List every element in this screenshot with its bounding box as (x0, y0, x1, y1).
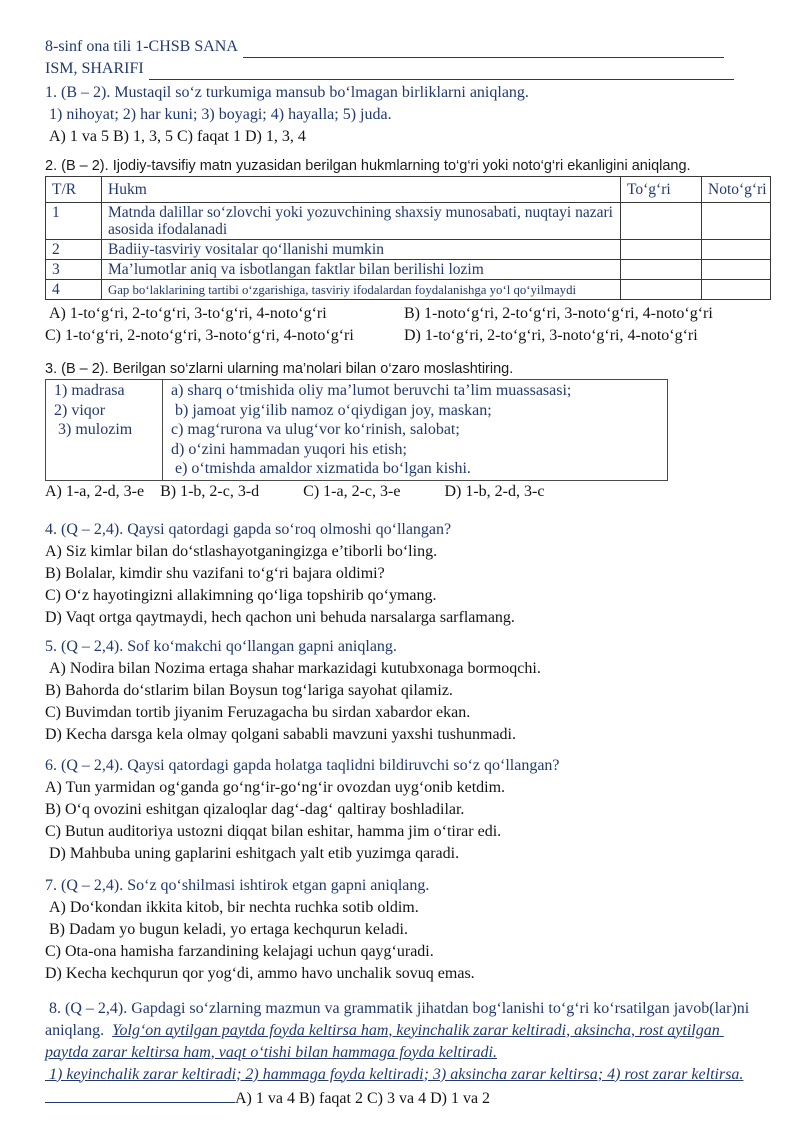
q2-row3-hukm: Ma’lumotlar aniq va isbotlangan faktlar bilan berilishi lozim (102, 260, 621, 280)
question-5 (45, 636, 760, 746)
q3-terms-cell (46, 380, 163, 481)
q4-option-a: A) Siz kimlar bilan do‘stlashayotganingizga e’tiborli bo‘ling. (45, 542, 438, 560)
question-2 (45, 156, 767, 347)
q2-title: 2. (B – 2). Ijodiy-tavsifiy matn yuzasidan berilgan hukmlarning to‘g‘ri yoki noto‘g‘ri ekanligini aniqlang. (45, 158, 691, 174)
q5-option-c: C) Buvimdan tortib jiyanim Feruzagacha bu sirdan xabardor ekan. (45, 703, 471, 721)
q2-table-row-3 (46, 260, 771, 280)
question-6 (45, 755, 760, 865)
q2-row3-togri-cell (621, 260, 702, 280)
q3-option-d: D) 1-b, 2-d, 3-c (444, 482, 545, 500)
header-date-row (45, 36, 760, 58)
question-8 (45, 998, 760, 1110)
q3-option-a: A) 1-a, 2-d, 3-e (45, 482, 145, 500)
q6-option-b: B) O‘q ovozini eshitgan qizaloqlar dag‘-dag‘ qaltiray boshladilar. (45, 800, 465, 818)
q2-row2-num: 2 (46, 240, 102, 260)
q2-option-a: A) 1-to‘g‘ri, 2-to‘g‘ri, 3-to‘g‘ri, 4-noto‘g‘ri (45, 305, 327, 322)
q2-row1-togri-cell (621, 203, 702, 240)
q2-row2-togri-cell (621, 240, 702, 260)
q2-row4-togri-cell (621, 280, 702, 300)
header-name-label: ISM, SHARIFI (45, 60, 144, 77)
q2-options (45, 303, 760, 347)
q7-title: 7. (Q – 2,4). So‘z qo‘shilmasi ishtirok etgan gapni aniqlang. (45, 876, 430, 894)
q1-title: 1. (B – 2). Mustaqil so‘z turkumiga mansub bo‘lmagan birliklarni aniqlang. (45, 84, 529, 101)
q6-title: 6. (Q – 2,4). Qaysi qatordagi gapda holatga taqlidni bildiruvchi so‘z qo‘llangan? (45, 756, 560, 774)
q8-title: 8. (Q – 2,4). Gapdagi so‘zlarning mazmun va grammatik jihatdan bog‘lanishi to‘g‘ri ko‘rsatilgan javob(lar)ni aniqlang. (45, 999, 754, 1039)
q2-option-d: D) 1-to‘g‘ri, 2-to‘g‘ri, 3-noto‘g‘ri, 4-noto‘g‘ri (404, 327, 698, 344)
q2-col-togri: To‘g‘ri (621, 177, 702, 203)
q7-option-d: D) Kecha kechqurun qor yog‘di, ammo havo unchalik sovuq emas. (45, 964, 475, 982)
q2-row1-num: 1 (46, 203, 102, 240)
q2-col-num: T/R (46, 177, 102, 203)
q3-options (45, 481, 760, 503)
q2-row1-hukm: Matnda dalillar so‘zlovchi yoki yozuvchining shaxsiy munosabati, nuqtayi nazari asosida ifodalanadi (102, 203, 621, 240)
q3-definition-c: c) mag‘rurona va ulug‘vor ko‘rinish, salobat; (171, 421, 460, 438)
q4-option-d: D) Vaqt ortga qaytmaydi, hech qachon uni behuda narsalarga sarflamang. (45, 608, 515, 626)
q3-definitions-cell (163, 380, 668, 481)
q7-option-c: C) Ota-ona hamisha farzandining kelajagi uchun qayg‘uradi. (45, 942, 434, 960)
q3-definition-a: a) sharq o‘tmishida oliy ma’lumot beruvchi ta’lim muassasasi; (171, 382, 572, 399)
q3-term-3: 3) mulozim (54, 421, 133, 438)
q2-row4-hukm: Gap bo‘laklarining tartibi o‘zgarishiga, tasviriy ifodalardan foydalanishga yo‘l qo‘yilmaydi (102, 280, 621, 300)
q6-option-c: C) Butun auditoriya ustozni diqqat bilan eshitar, hamma jim o‘tirar edi. (45, 822, 502, 840)
q7-option-a: A) Do‘kondan ikkita kitob, bir nechta ruchka sotib oldim. (45, 898, 419, 916)
header-date-label: 8-sinf ona tili 1-CHSB SANA (45, 38, 238, 55)
q2-col-hukm: Hukm (102, 177, 621, 203)
q5-title: 5. (Q – 2,4). Sof ko‘makchi qo‘llangan gapni aniqlang. (45, 637, 397, 655)
q6-option-a: A) Tun yarmidan og‘ganda go‘ng‘ir-go‘ng‘ir ovozdan uyg‘onib ketdim. (45, 778, 506, 796)
question-4 (45, 519, 760, 629)
q3-definition-e: e) o‘tmishda amaldor xizmatida bo‘lgan kishi. (171, 460, 471, 477)
q4-option-c: C) O‘z hayotingizni allakimning qo‘liga topshirib qo‘ymang. (45, 586, 437, 604)
q2-table-row-4 (46, 280, 771, 300)
q7-option-b: B) Dadam yo bugun keladi, yo ertaga kechqurun keladi. (45, 920, 408, 938)
q5-option-b: B) Bahorda do‘stlarim bilan Boysun tog‘lariga sayohat qilamiz. (45, 681, 453, 699)
question-3 (45, 359, 760, 503)
header-name-row (45, 58, 760, 80)
q5-option-a: A) Nodira bilan Nozima ertaga shahar markazidagi kutubxonaga bormoqchi. (45, 659, 541, 677)
q2-row3-num: 3 (46, 260, 102, 280)
q8-options: A) 1 va 4 B) faqat 2 C) 3 va 4 D) 1 va 2 (235, 1089, 491, 1107)
q2-row2-hukm: Badiiy-tasviriy vositalar qo‘llanishi mumkin (102, 240, 621, 260)
q2-table-row-2 (46, 240, 771, 260)
q8-answer-line (45, 1064, 760, 1110)
q8-quote: Yolg‘on aytilgan paytda foyda keltirsa ham, keyinchalik zarar keltiradi, aksincha, rost aytilgan paytda zarar keltirsa ham, vaqt o‘tishi bilan hammaga foyda keltiradi. (45, 1021, 724, 1061)
q3-term-1: 1) madrasa (54, 382, 125, 399)
name-blank-line (149, 62, 734, 80)
date-blank-line (243, 40, 724, 58)
q8-variants: 1) keyinchalik zarar keltiradi; 2) hammaga foyda keltiradi; 3) aksincha zarar keltirsa; 4) rost zarar keltirsa. (45, 1065, 744, 1083)
q2-row4-num: 4 (46, 280, 102, 300)
q4-option-b: B) Bolalar, kimdir shu vazifani to‘g‘ri bajara oldimi? (45, 564, 385, 582)
q2-option-c: C) 1-to‘g‘ri, 2-noto‘g‘ri, 3-noto‘g‘ri, 4-noto‘g‘ri (45, 327, 354, 344)
q3-term-2: 2) viqor (54, 401, 106, 419)
q3-definition-b: b) jamoat yig‘ilib namoz o‘qiydigan joy, maskan; (171, 401, 492, 419)
q3-title: 3. (B – 2). Berilgan so‘zlarni ularning ma’nolari bilan o‘zaro moslashtiring. (45, 361, 514, 377)
q3-table (45, 379, 668, 481)
q4-title: 4. (Q – 2,4). Qaysi qatordagi gapda so‘roq olmoshi qo‘llangan? (45, 520, 452, 538)
q2-option-b: B) 1-noto‘g‘ri, 2-to‘g‘ri, 3-noto‘g‘ri, 4-noto‘g‘ri (404, 305, 713, 322)
q2-row4-notogri-cell (702, 280, 771, 300)
q3-option-c: C) 1-a, 2-c, 3-e (303, 482, 401, 500)
q1-items: 1) nihoyat; 2) har kuni; 3) boyagi; 4) hayalla; 5) juda. (45, 106, 392, 123)
q2-row2-notogri-cell (702, 240, 771, 260)
q2-table-row-1 (46, 203, 771, 240)
q3-table-row (46, 380, 668, 481)
q2-table (45, 176, 771, 300)
question-7 (45, 875, 760, 985)
q2-row3-notogri-cell (702, 260, 771, 280)
q2-col-notogri: Noto‘g‘ri (702, 177, 771, 203)
q6-option-d: D) Mahbuba uning gaplarini eshitgach yalt etib yuzimga qaradi. (45, 844, 460, 862)
q1-options: A) 1 va 5 B) 1, 3, 5 C) faqat 1 D) 1, 3, 4 (45, 128, 306, 145)
question-1 (45, 82, 760, 148)
q2-header-row (46, 177, 771, 203)
q8-blank-line (45, 1086, 235, 1103)
q3-option-b: B) 1-b, 2-c, 3-d (160, 482, 260, 500)
q5-option-d: D) Kecha darsga kela olmay qolgani sababli mavzuni yaxshi tushunmadi. (45, 725, 516, 743)
q8-intro (45, 998, 760, 1064)
q2-row1-notogri-cell (702, 203, 771, 240)
q3-definition-d: d) o‘zini hammadan yuqori his etish; (171, 440, 407, 458)
